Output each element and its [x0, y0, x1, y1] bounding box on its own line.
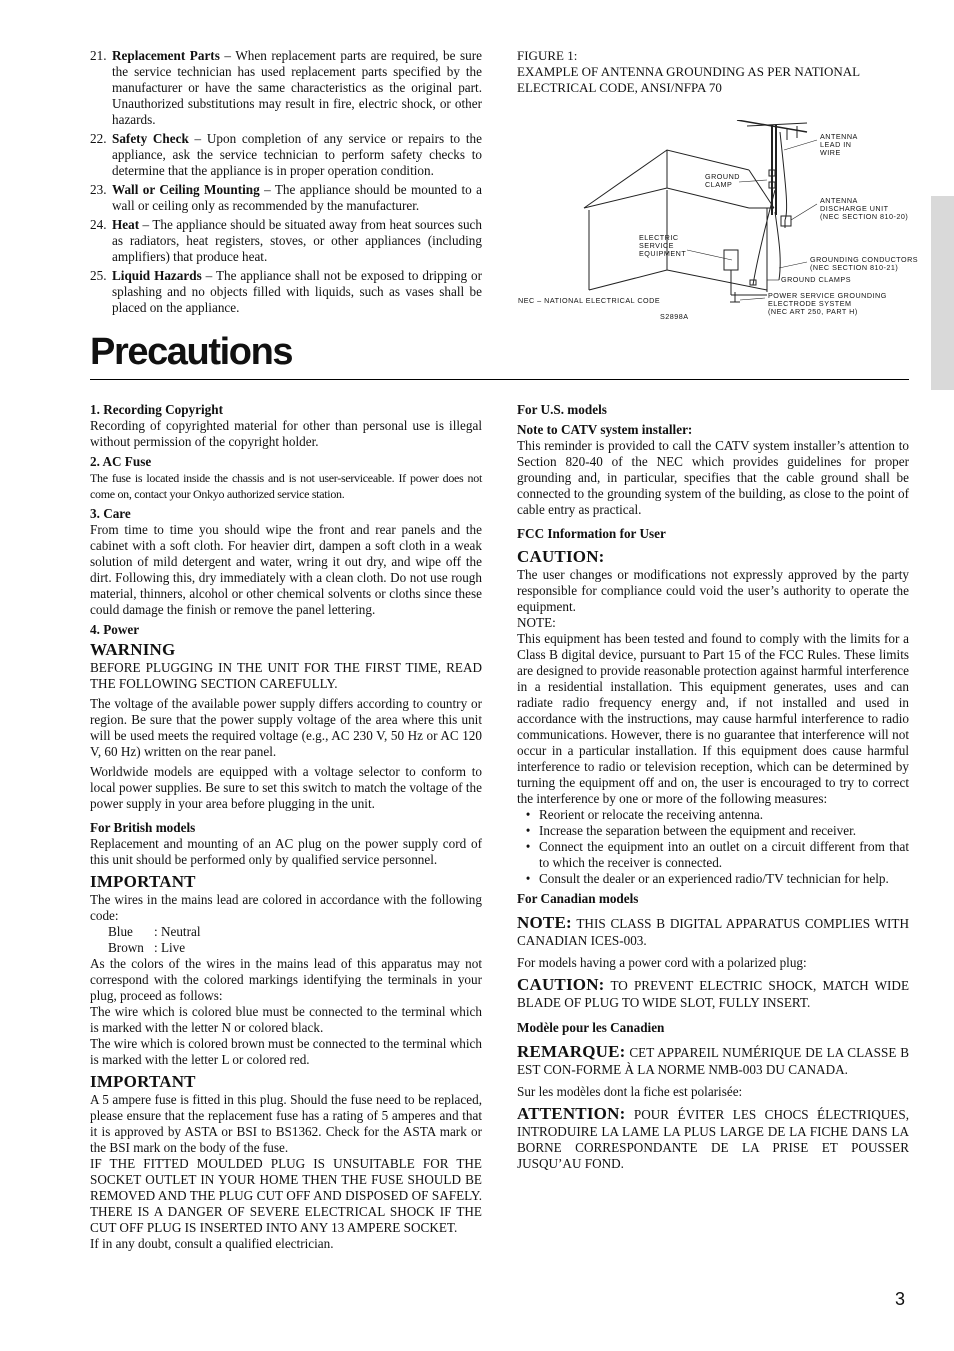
- item-number: 24.: [90, 217, 107, 232]
- label-line: ELECTRODE SYSTEM: [768, 299, 852, 308]
- item-title: Replacement Parts: [112, 48, 220, 63]
- label-power-grounding: [768, 292, 887, 316]
- label-nec: NEC – NATIONAL ELECTRICAL CODE: [518, 296, 661, 305]
- important-text: The wires in the mains lead are colored in accordance with the following code:: [90, 892, 482, 923]
- bullet-item: [517, 871, 909, 887]
- item-title: Liquid Hazards: [112, 268, 202, 283]
- wire-function: : Neutral: [154, 924, 201, 939]
- label-line: SERVICE: [639, 241, 674, 250]
- safety-item: [90, 131, 482, 179]
- label-line: DISCHARGE UNIT: [820, 204, 889, 213]
- important-text: A 5 ampere fuse is fitted in this plug. Should the fuse need to be replaced, please ensure that the replacement fuse has a rating of 5 amperes and that it is approved by ASTA or BSI to BS1362. Check for the ASTA mark or the BSI mark on the body of the fuse.: [90, 1092, 482, 1155]
- label-line: (NEC SECTION 810-21): [810, 263, 899, 272]
- section-title: 1. Recording Copyright: [90, 402, 223, 417]
- label-antenna-lead-in: [820, 133, 858, 157]
- bullet-item: [517, 839, 909, 871]
- remarque-heading: REMARQUE:: [517, 1042, 626, 1061]
- canada-caution: [517, 975, 909, 1011]
- item-title: Wall or Ceiling Mounting: [112, 182, 260, 197]
- item-number: 21.: [90, 48, 107, 63]
- canada-note: [517, 913, 909, 949]
- bullet-mark: •: [525, 871, 531, 886]
- item-title: Heat: [112, 217, 140, 232]
- label-line: GROUNDING CONDUCTORS: [810, 255, 919, 264]
- label-discharge-unit: [820, 197, 908, 221]
- section-title: Modèle pour les Canadien: [517, 1020, 665, 1035]
- attention: [517, 1104, 909, 1172]
- left-column: [90, 402, 482, 1252]
- caution-heading: CAUTION:: [517, 975, 605, 994]
- wire-function: : Live: [154, 940, 186, 955]
- right-column: [517, 402, 909, 1172]
- remarque-text: CET APPAREIL NUMÉRIQUE DE LA CLASSE B EST CON-FORME À LA NORME NMB-003 DU CANADA.: [517, 1045, 909, 1077]
- attention-heading: ATTENTION:: [517, 1104, 626, 1123]
- wire-color: Blue: [108, 924, 133, 939]
- caution-text: TO PREVENT ELECTRIC SHOCK, MATCH WIDE BLADE OF PLUG TO WIDE SLOT, FULLY INSERT.: [517, 978, 909, 1010]
- section-title: Note to CATV system installer:: [517, 422, 693, 437]
- item-text: – The appliance shall not be exposed to dripping or splashing and no objects filled with liquids, such as vases shall be placed on the appliance.: [112, 268, 482, 315]
- figure-code: S2898A: [660, 312, 689, 321]
- side-tab: [931, 196, 954, 390]
- label-line: GROUND CLAMPS: [781, 275, 851, 284]
- section-title: For British models: [90, 820, 196, 835]
- important-heading: IMPORTANT: [90, 872, 196, 891]
- label-line: EQUIPMENT: [639, 249, 687, 258]
- safety-item: [90, 48, 482, 128]
- bullet-text: Consult the dealer or an experienced radio/TV technician for help.: [539, 871, 889, 886]
- caution-heading: CAUTION:: [517, 547, 605, 566]
- label-line: LEAD IN: [820, 140, 852, 149]
- label-line: CLAMP: [705, 180, 733, 189]
- section-title: 2. AC Fuse: [90, 454, 152, 469]
- item-text: – The appliance should be situated away from heat sources such as radiators, heat registers, stoves, or other appliances (including amplifiers) that produce heat.: [112, 217, 482, 264]
- moulded-plug-text: IF THE FITTED MOULDED PLUG IS UNSUITABLE FOR THE SOCKET OUTLET IN YOUR HOME THEN THE FUSE SHOULD BE REMOVED AND THE PLUG CUT OFF AND DISPOSED OF SAFELY. THERE IS A DANGER OF SEVERE ELECTRICAL SHOCK IF THE CUT OFF PLUG IS INSERTED INTO ANY 13 AMPERE SOCKET.: [90, 1156, 482, 1235]
- bullet-text: Connect the equipment into an outlet on a circuit different from that to which the receiver is connected.: [539, 839, 909, 870]
- british-text: Replacement and mounting of an AC plug on the power supply cord of this unit should be performed only by qualified service personnel.: [90, 836, 482, 867]
- label-line: ANTENNA: [820, 132, 858, 141]
- item-number: 25.: [90, 268, 107, 283]
- section-title: For Canadian models: [517, 891, 639, 906]
- voltage-text: The voltage of the available power supply differs according to country or region. Be sure that the power supply voltage of the area where this unit will be used meets the required voltage (e.g., AC 230 V, 50 Hz or AC 120 V, 60 Hz) written on the rear panel.: [90, 696, 482, 759]
- wire-code-row: [90, 924, 482, 940]
- label-line: WIRE: [820, 148, 841, 157]
- item-text: – When replacement parts are required, be sure the service technician has used replacement parts specified by the manufacturer or have the same characteristics as the original part. Unauthorized substitutions may result in fire, electric shock, or other hazards.: [112, 48, 483, 127]
- label-ground-clamp: [705, 173, 740, 189]
- note-label: NOTE:: [517, 615, 556, 630]
- note-text: THIS CLASS B DIGITAL APPARATUS COMPLIES WITH CANADIAN ICES-003.: [517, 916, 909, 948]
- note-text: This equipment has been tested and found to comply with the limits for a Class B digital device, pursuant to Part 15 of the FCC Rules. These limits are designed to provide reasonable protection against harmful interference in a residential installation. This equipment generates, uses and can radiate radio frequency energy and, if not installed and used in accordance with the instructions, may cause harmful interference to radio communications. However, there is no guarantee that interference will not occur in a particular installation. If this equipment does cause harmful interference to radio or television reception, which can be determined by turning the equipment off and on, the user is encouraged to try to correct the interference by one or more of the following measures:: [517, 631, 909, 806]
- figure-caption-line: EXAMPLE OF ANTENNA GROUNDING AS PER NATIONAL: [517, 64, 861, 79]
- remarque: [517, 1042, 909, 1078]
- safety-item: [90, 182, 482, 214]
- section-title: For U.S. models: [517, 402, 607, 417]
- bullet-mark: •: [525, 839, 531, 854]
- bullet-mark: •: [525, 823, 531, 838]
- doubt-text: If in any doubt, consult a qualified electrician.: [90, 1236, 334, 1251]
- bullet-text: Reorient or relocate the receiving antenna.: [539, 807, 764, 822]
- item-text: – Upon completion of any service or repairs to the appliance, ask the service technician to perform safety checks to determine that the appliance is in proper operation condition.: [112, 131, 482, 178]
- safety-item: [90, 217, 482, 265]
- worldwide-text: Worldwide models are equipped with a voltage selector to conform to local power supplies. Be sure to set this switch to match the voltage of the power supply in your area before plugging in the unit.: [90, 764, 482, 811]
- colors-text: As the colors of the wires in the mains lead of this apparatus may not correspond with the colored markings identifying the terminals in your plug, proceed as follows:: [90, 956, 482, 1003]
- safety-item: [90, 268, 482, 316]
- label-line: (NEC SECTION 810-20): [820, 212, 909, 221]
- warning-heading: WARNING: [90, 640, 176, 659]
- label-line: ANTENNA: [820, 196, 858, 205]
- figure-caption-line: ELECTRICAL CODE, ANSI/NFPA 70: [517, 80, 722, 95]
- page-number: 3: [895, 1289, 906, 1309]
- item-number: 23.: [90, 182, 107, 197]
- label-ground-clamps: [781, 276, 851, 284]
- warning-text: BEFORE PLUGGING IN THE UNIT FOR THE FIRST TIME, READ THE FOLLOWING SECTION CAREFULLY.: [90, 660, 482, 691]
- important-heading: IMPORTANT: [90, 1072, 196, 1091]
- section-title: 4. Power: [90, 622, 140, 637]
- label-grounding-conductors: [810, 256, 918, 272]
- bullet-item: [517, 823, 909, 839]
- section-text: The fuse is located inside the chassis and is not user-serviceable. If power does not come on, contact your Onkyo authorized service station.: [90, 471, 482, 501]
- item-title: Safety Check: [112, 131, 189, 146]
- label-line: ELECTRIC: [639, 233, 679, 242]
- figure-caption: [517, 48, 917, 96]
- label-service-equipment: [639, 234, 686, 258]
- caution-text: The user changes or modifications not expressly approved by the party responsible for compliance could void the user’s authority to operate the equipment.: [517, 567, 909, 614]
- bullet-item: [517, 807, 909, 823]
- safety-instructions-list: [90, 48, 482, 316]
- page-title: Precautions: [90, 331, 293, 373]
- note-heading: NOTE:: [517, 913, 572, 932]
- colors-text: The wire which is colored blue must be connected to the terminal which is marked with the letter N or colored black.: [90, 1004, 482, 1035]
- section-title: 3. Care: [90, 506, 131, 521]
- section-text: Recording of copyrighted material for other than personal use is illegal without permission of the copyright holder.: [90, 418, 482, 449]
- item-number: 22.: [90, 131, 107, 146]
- item-text: – The appliance should be mounted to a wall or ceiling only as recommended by the manufacturer.: [112, 182, 482, 213]
- section-text: From time to time you should wipe the front and rear panels and the cabinet with a soft cloth. For heavier dirt, dampen a soft cloth in a weak solution of mild detergent and water, wring it out dry, and wipe off the dirt. Following this, dry immediately with a clean cloth. Do not use rough material, thinners, alcohol or other chemical solvents or cloths since these could damage the finish or remove the panel lettering.: [90, 522, 482, 617]
- bullet-mark: •: [525, 807, 531, 822]
- attention-text: POUR ÉVITER LES CHOCS ÉLECTRIQUES, INTRODUIRE LA LAME LA PLUS LARGE DE LA FICHE DANS LA BORNE CORRESPONDANTE DE LA PRISE ET POUSSER JUSQU’AU FOND.: [517, 1107, 909, 1171]
- wire-code-row: [90, 940, 482, 956]
- figure-caption-line: FIGURE 1:: [517, 48, 578, 63]
- antenna-grounding-figure: [517, 120, 927, 325]
- polarized-text: For models having a power cord with a polarized plug:: [517, 955, 807, 970]
- wire-color: Brown: [108, 940, 144, 955]
- colors-text: The wire which is colored brown must be connected to the terminal which is marked with the letter L or colored red.: [90, 1036, 482, 1067]
- fiche-text: Sur les modèles dont la fiche est polarisée:: [517, 1084, 743, 1099]
- bullet-text: Increase the separation between the equipment and receiver.: [539, 823, 857, 838]
- section-title: FCC Information for User: [517, 526, 666, 541]
- label-line: (NEC ART 250, PART H): [768, 307, 858, 316]
- title-rule: [90, 379, 909, 380]
- label-line: GROUND: [705, 172, 740, 181]
- label-line: POWER SERVICE GROUNDING: [768, 291, 887, 300]
- catv-text: This reminder is provided to call the CATV system installer’s attention to Section 820-40 of the NEC which provides guidelines for proper grounding and, in particular, specifies that the cable ground shall be connected to the grounding system of the building, as close to the point of cable entry as practical.: [517, 438, 909, 517]
